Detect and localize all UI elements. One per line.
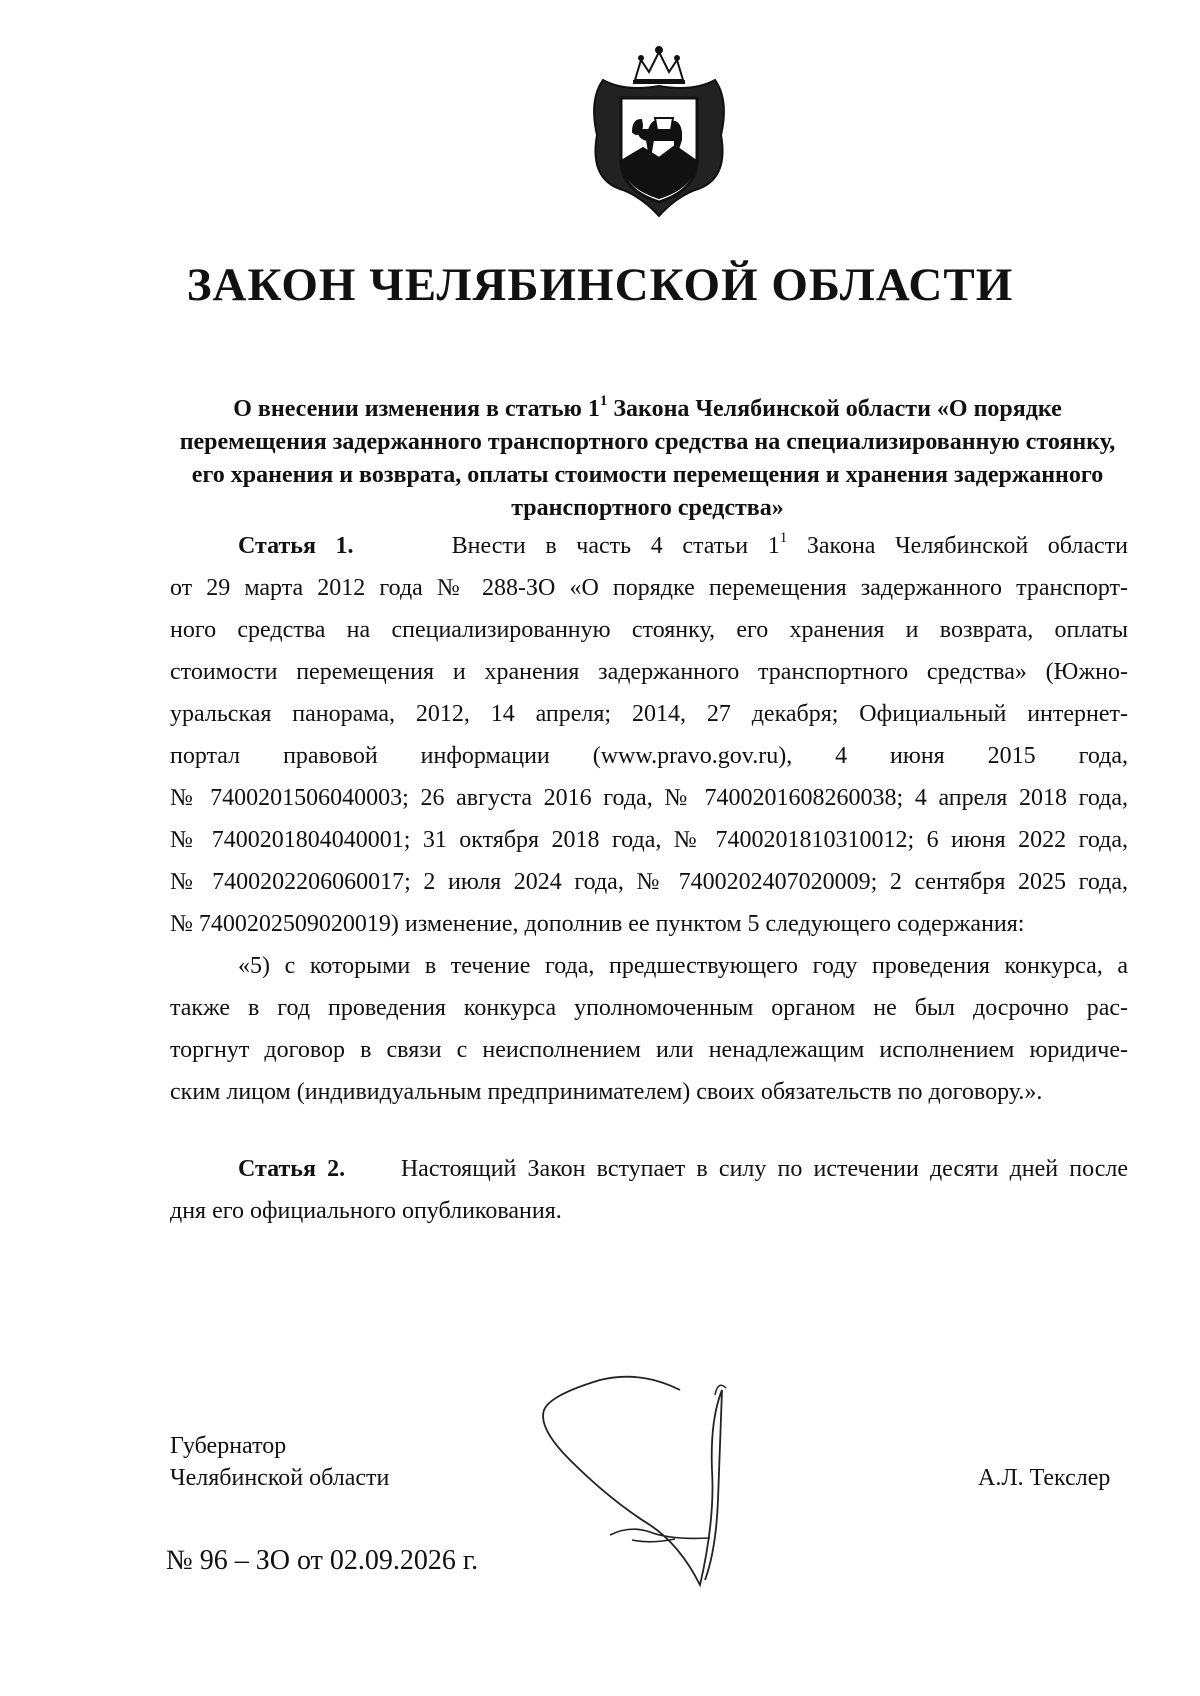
article1-line: стоимости перемещения и хранения задержанного транспортного средства» (Южно- [170,659,1128,685]
article1-line1-b: Закона Челябинской области [787,533,1129,559]
law-title: ЗАКОН ЧЕЛЯБИНСКОЙ ОБЛАСТИ [186,259,1014,311]
subtitle-superscript: 1 [599,393,608,409]
law-subtitle [170,393,1125,525]
handwritten-signature [540,1350,760,1595]
article1-line: № 7400202509020019) изменение, дополнив ее пунктом 5 следующего содержания: [170,911,1025,937]
article1-line: от 29 марта 2012 года № 288-ЗО «О порядке перемещения задержанного транспорт- [170,575,1128,601]
article1-label: Статья 1. [238,533,354,559]
article2-first-line [238,1153,1128,1185]
article1-line1-a: Внести в часть 4 статьи 1 [451,533,780,559]
article1-line: № 7400202206060017; 2 июля 2024 года, № 7400202407020009; 2 сентября 2025 года, [170,869,1128,895]
article1-quote-line: также в год проведения конкурса уполномоченным органом не был досрочно рас- [170,995,1128,1021]
article1-line: портал правовой информации (www.pravo.gov.ru), 4 июня 2015 года, [170,743,1128,769]
article1-quote-line: «5) с которыми в течение года, предшествующего году проведения конкурса, а [238,953,1128,979]
article1-line: ного средства на специализированную стоянку, его хранения и возврата, оплаты [170,617,1128,643]
position-line1: Губернатор [170,1433,287,1459]
subtitle-text-part1: О внесении изменения в статью 1 [233,396,600,422]
article1-superscript: 1 [779,530,788,546]
article1-line: № 7400201804040001; 31 октября 2018 года, № 7400201810310012; 6 июня 2022 года, [170,827,1128,853]
article1-quote-line: ским лицом (индивидуальным предпринимателем) своих обязательств по договору.». [170,1079,1043,1105]
law-number: № 96 – ЗО от 02.09.2026 г. [166,1545,479,1576]
signature-position [170,1430,389,1494]
subtitle-text-part2: Закона Челябинской области «О порядке перемещения задержанного транспортного средства на специализированную стоянку, его хранения и возврата, оплаты стоимости перемещения и хранения задержанного транспортного средства» [179,396,1116,521]
article2-line1-text: Настоящий Закон вступает в силу по истечении десяти дней после [400,1156,1129,1182]
article2-label: Статья 2. [238,1156,346,1182]
signer-name: А.Л. Текслер [978,1465,1111,1491]
coat-of-arms-emblem [583,40,735,220]
article1-line: № 7400201506040003; 26 августа 2016 года, № 7400201608260038; 4 апреля 2018 года, [170,785,1128,811]
article1-quote-line: торгнут договор в связи с неисполнением или ненадлежащим исполнением юридиче- [170,1037,1128,1063]
position-line2: Челябинской области [170,1465,390,1491]
article1-line: уральская панорама, 2012, 14 апреля; 2014, 27 декабря; Официальный интернет- [170,701,1128,727]
article1-first-line [238,530,1128,562]
article2-line2: дня его официального опубликования. [170,1198,562,1224]
